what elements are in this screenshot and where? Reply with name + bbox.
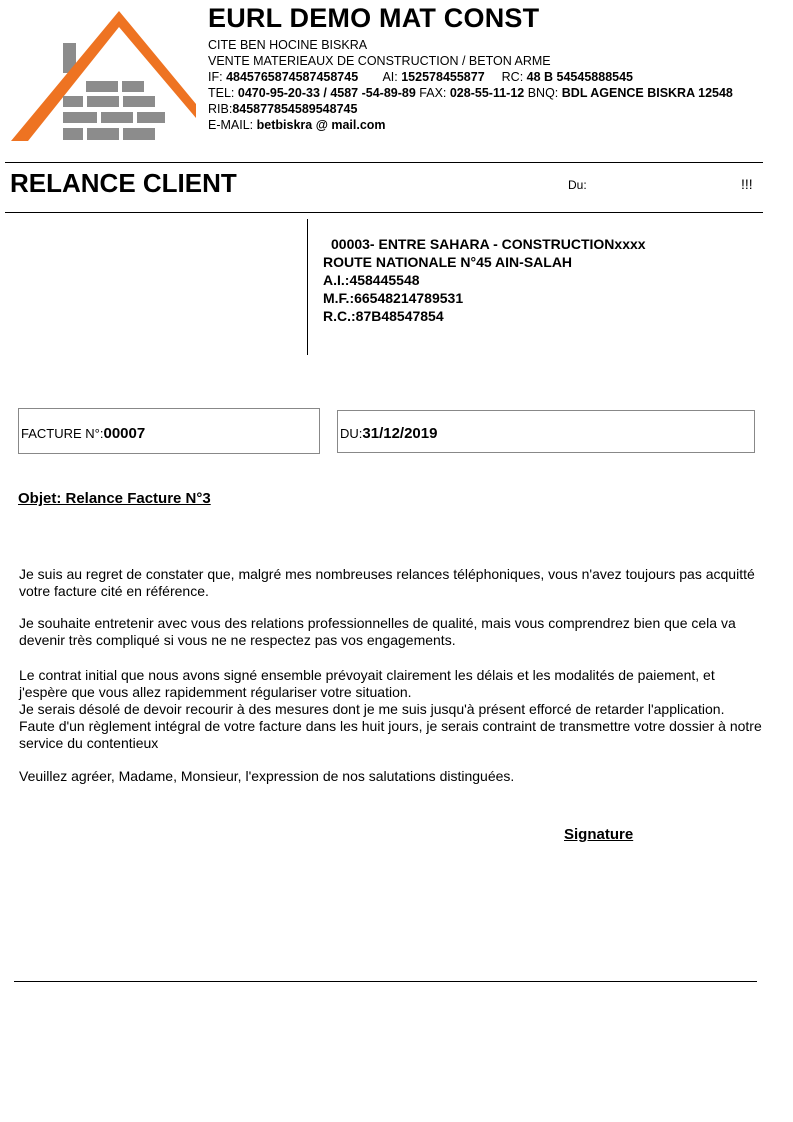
company-address: CITE BEN HOCINE BISKRA xyxy=(208,38,368,52)
letter-paragraph-3 xyxy=(19,667,764,752)
bnq-label: BNQ: xyxy=(527,86,559,100)
letter-paragraph-2: Je souhaite entretenir avec vous des relations professionnelles de qualité, mais vous comprendrez bien que cela va devenir très compliqué si vous ne ne respectez pas vos engagements. xyxy=(19,615,736,648)
company-name: EURL DEMO MAT CONST xyxy=(208,3,540,33)
bnq-value: BDL AGENCE BISKRA 12548 xyxy=(561,86,733,100)
ai-label: AI: xyxy=(382,70,398,84)
document-title: RELANCE CLIENT xyxy=(10,168,237,198)
client-name: 00003- ENTRE SAHARA - CONSTRUCTIONxxxx xyxy=(331,236,646,252)
rc-label: RC: xyxy=(501,70,524,84)
invoice-number-value: 00007 xyxy=(103,424,146,442)
rib-value: 845877854589548745 xyxy=(232,102,358,116)
letter-paragraph-3a: Le contrat initial que nous avons signé ensemble prévoyait clairement les délais et les modalités de paiement, et j'espère que vous allez rapidemment régulariser votre situation. xyxy=(19,667,715,700)
header-divider xyxy=(5,162,763,163)
company-email xyxy=(208,117,386,133)
if-value: 4845765874587458745 xyxy=(226,70,359,84)
fax-label: FAX: xyxy=(419,86,447,100)
client-address: ROUTE NATIONALE N°45 AIN-SALAH xyxy=(323,254,573,270)
letter-closing: Veuillez agréer, Madame, Monsieur, l'expression de nos salutations distinguées. xyxy=(19,768,515,784)
letter-subject: Objet: Relance Facture N°3 xyxy=(18,490,211,507)
client-mf: M.F.:66548214789531 xyxy=(323,290,464,306)
signature-label: Signature xyxy=(564,826,634,843)
client-separator xyxy=(307,219,308,355)
company-activity: VENTE MATERIEAUX DE CONSTRUCTION / BETON ARME xyxy=(208,54,551,68)
if-label: IF: xyxy=(208,70,223,84)
invoice-number-box xyxy=(18,408,320,454)
footer-divider xyxy=(14,981,757,982)
tel-value: 0470-95-20-33 / 4587 -54-89-89 xyxy=(237,86,416,100)
rc-value: 48 B 54545888545 xyxy=(526,70,634,84)
invoice-date-box xyxy=(337,410,755,453)
date-value: !!! xyxy=(741,176,753,192)
date-label: Du: xyxy=(568,178,587,192)
company-ids xyxy=(208,69,633,85)
email-label: E-MAIL: xyxy=(208,118,254,132)
tel-label: TEL: xyxy=(208,86,235,100)
invoice-number-label: FACTURE N°: xyxy=(21,425,104,441)
company-contact xyxy=(208,85,733,101)
invoice-date-value: 31/12/2019 xyxy=(362,425,438,442)
house-bricks-logo-icon xyxy=(8,8,198,146)
letter-paragraph-1: Je suis au regret de constater que, malgré mes nombreuses relances téléphoniques, vous n'avez toujours pas acquitté votre facture cité en référence. xyxy=(19,566,755,599)
email-value: betbiskra @ mail.com xyxy=(256,118,386,132)
client-rc: R.C.:87B48547854 xyxy=(323,308,444,324)
ai-value: 152578455877 xyxy=(401,70,485,84)
rib-label: RIB: xyxy=(208,102,233,116)
client-ai: A.I.:458445548 xyxy=(323,272,420,288)
invoice-date-label: DU: xyxy=(340,426,363,441)
fax-value: 028-55-11-12 xyxy=(449,86,525,100)
company-rib xyxy=(208,101,357,117)
letter-paragraph-3b: Je serais désolé de devoir recourir à des mesures dont je me suis jusqu'à présent efforcé de retarder l'application. Faute d'un règlement intégral de votre facture dans les huit jours, je serais contraint de transmettre votre dossier à notre service du contentieux xyxy=(19,701,762,751)
title-divider xyxy=(5,212,763,213)
